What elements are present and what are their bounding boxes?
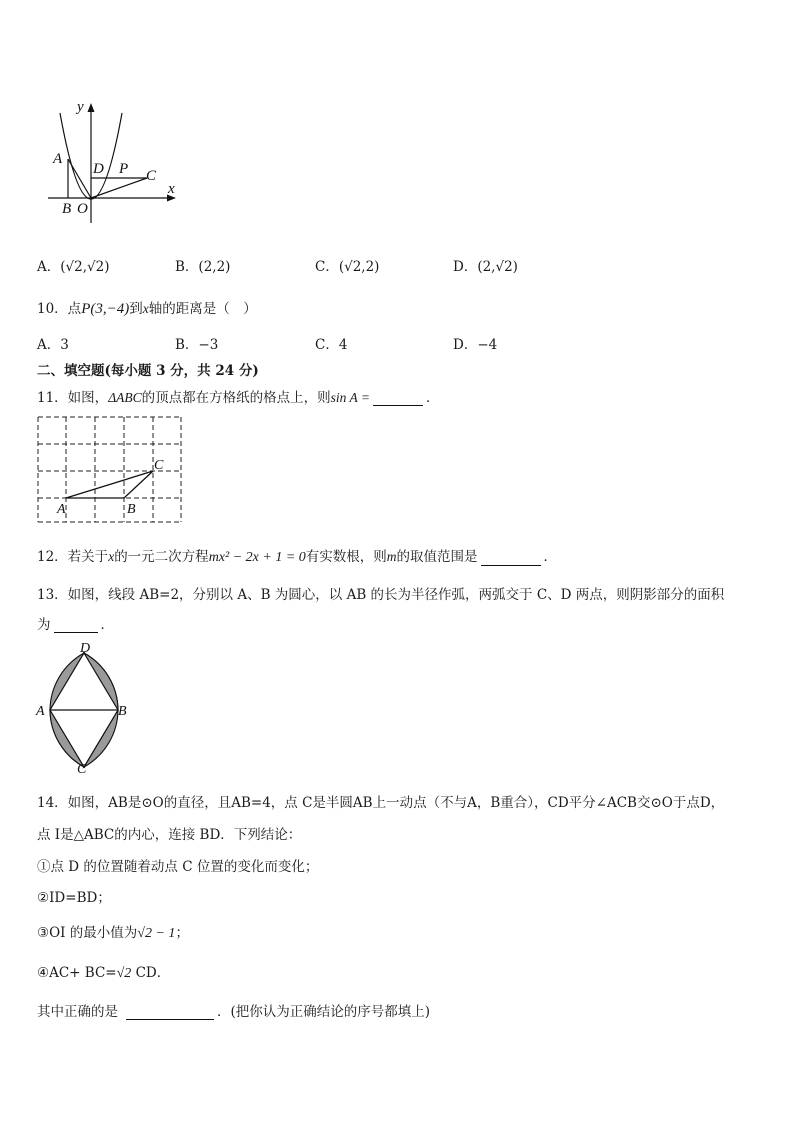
label-a: A (53, 151, 63, 167)
label-d: D (80, 641, 91, 656)
triangle-abc (66, 471, 153, 498)
label-d: D (93, 161, 104, 177)
q10-option-a: A．3 (37, 337, 69, 353)
q11-answer-blank (373, 391, 423, 406)
q9-option-c-text: (√2,2) (338, 259, 380, 275)
q12-answer-blank (481, 551, 541, 566)
q12-equation: mx² − 2x + 1 = 0 (208, 550, 306, 565)
label-a: A (57, 502, 66, 517)
q13-stem-line1: 13．如图，线段 AB=2，分别以 A、B 为圆心，以 AB 的长为半径作弧，两弧交于 C、D 两点，则阴影部分的面积 (37, 587, 725, 603)
q14-answer-blank (126, 1005, 214, 1020)
q10-option-d: D．−4 (453, 337, 498, 353)
label-o: O (77, 201, 88, 217)
q14-stem-line2: 点 I是△ABC的内心，连接 BD．下列结论： (37, 827, 302, 843)
q13-figure (32, 640, 132, 775)
q13-answer-blank (54, 618, 98, 633)
q10-option-b: B．−3 (175, 337, 219, 353)
q9-option-a-text: (√2,√2) (60, 259, 110, 275)
q14-conclusion-2: ②ID=BD； (37, 890, 111, 906)
q11-stem: 11．如图，ΔABC的顶点都在方格纸的格点上，则sin A = ． (37, 390, 440, 406)
q10-point: P(3,−4) (81, 301, 130, 317)
label-a: A (36, 704, 45, 719)
label-c: C (146, 168, 157, 184)
q13-stem-line2: 为 ． (37, 617, 114, 633)
y-axis-arrow (88, 103, 95, 112)
q9-option-d: D．(2,√2) (453, 259, 518, 275)
label-c: C (77, 762, 87, 775)
label-c: C (154, 458, 164, 473)
label-b: B (118, 704, 127, 719)
label-p: P (119, 161, 129, 177)
q10-option-c: C．4 (315, 337, 348, 353)
q9-option-b-text: (2,2) (198, 259, 231, 275)
label-y: y (77, 99, 84, 115)
q9-option-a: A．(√2,√2) (37, 259, 110, 275)
q14-conclusion-1: ①点 D 的位置随着动点 C 位置的变化而变化； (37, 859, 319, 875)
label-b: B (127, 502, 136, 517)
q14-conclusion-3: ③OI 的最小值为√2 − 1； (37, 925, 189, 941)
q10-stem: 10．点P(3,−4)到x轴的距离是（ ） (37, 301, 257, 317)
section-title: 二、填空题(每小题 3 分，共 24 分) (37, 363, 259, 379)
q11-grid-figure (35, 414, 187, 526)
q9-option-d-text: (2,√2) (477, 259, 518, 275)
q14-stem-line1: 14．如图，AB是⊙O的直径，且AB=4，点 C是半圆AB上一动点（不与A，B重合），CD平分∠ACB交⊙O于点D， (37, 795, 725, 811)
segment-oc (91, 178, 147, 198)
label-b: B (62, 201, 72, 217)
segment-ao (68, 159, 91, 198)
q14-conclusion-4: ④AC+ BC=√2 CD． (37, 965, 171, 981)
q9-figure (40, 95, 185, 230)
q9-option-c: C．(√2,2) (315, 259, 380, 275)
q12-stem: 12．若关于x的一元二次方程mx² − 2x + 1 = 0有实数根，则m的取值范围是 ． (37, 549, 558, 565)
q10-axis: x (142, 301, 149, 316)
label-x: x (168, 181, 175, 197)
q14-answer-line: 其中正确的是 ．(把你认为正确结论的序号都填上) (37, 1004, 431, 1020)
q9-option-b: B．(2,2) (175, 259, 231, 275)
